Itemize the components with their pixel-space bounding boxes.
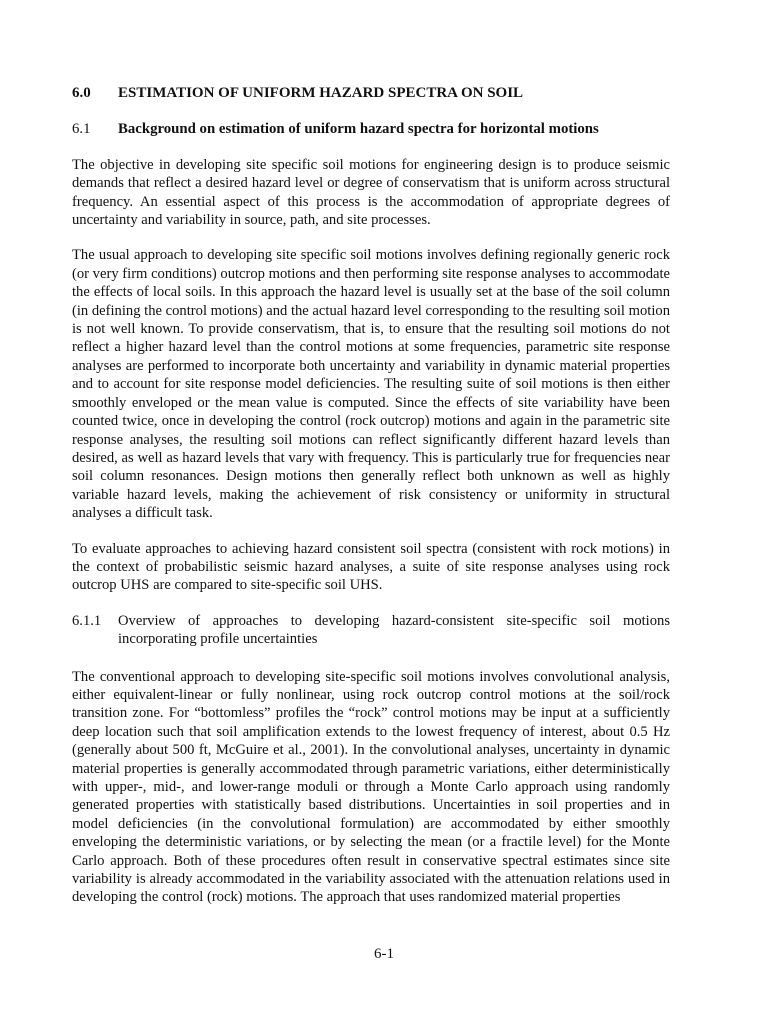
paragraph-evaluate-approaches: To evaluate approaches to achieving hazard consistent soil spectra (consistent with rock motions) in the context of probabilistic seismic hazard analyses, a suite of site response analyses using rock outcrop UHS are compared to site-specific soil UHS. (72, 540, 670, 594)
subsection-number: 6.1 (72, 121, 91, 138)
subsection-heading (72, 120, 670, 138)
subsubsection-heading (72, 612, 670, 649)
subsubsection-title: Overview of approaches to developing hazard-consistent site-specific soil motions incorporating profile uncertainties (118, 612, 670, 648)
section-title: ESTIMATION OF UNIFORM HAZARD SPECTRA ON SOIL (118, 85, 524, 101)
paragraph-conventional-approach: The conventional approach to developing site-specific soil motions involves convolutional analysis, either equivalent-linear or fully nonlinear, using rock outcrop control motions at the soil/rock transition zone. For “bottomless” profiles the “rock” control motions may be input at a sufficiently deep location such that soil amplification extends to the lowest frequency of interest, about 0.5 Hz (generally about 500 ft, McGuire et al., 2001). In the convolutional analyses, uncertainty in dynamic material properties is generally accommodated through parametric variations, either deterministically with upper-, mid-, and lower-range moduli or through a Monte Carlo approach using randomly generated properties with statistically based distributions. Uncertainties in soil properties and in model deficiencies (in the convolutional formulation) are accommodated by either smoothly enveloping the deterministic variations, or by selecting the mean (or a fractile level) for the Monte Carlo approach. Both of these procedures often result in conservative spectral estimates since site variability is already accommodated in the variability associated with the attenuation relations used in developing the control (rock) motions. The approach that uses randomized material properties (72, 668, 670, 906)
page-number: 6-1 (374, 946, 394, 962)
subsection-title: Background on estimation of uniform hazard spectra for horizontal motions (118, 121, 599, 138)
document-page (72, 84, 670, 924)
subsubsection-number: 6.1.1 (72, 612, 102, 629)
paragraph-usual-approach: The usual approach to developing site specific soil motions involves defining regionally generic rock (or very firm conditions) outcrop motions and then performing site response analyses to accommodate the effects of local soils. In this approach the hazard level is usually set at the base of the soil column (in defining the control motions) and the actual hazard level corresponding to the resulting soil motion is not well known. To provide conservatism, that is, to ensure that the resulting soil motions do not reflect a higher hazard level than the control motions at some frequencies, parametric site response analyses are performed to incorporate both uncertainty and variability in dynamic material properties and to account for site response model deficiencies. The resulting suite of soil motions is then either smoothly enveloped or the mean value is computed. Since the effects of site variability have been counted twice, once in developing the control (rock outcrop) motions and again in the parametric site response analyses, the resulting soil motions can reflect significantly different hazard levels than desired, as well as hazard levels that vary with frequency. This is particularly true for frequencies near soil column resonances. Design motions then generally reflect both unknown as well as highly variable hazard levels, making the achievement of risk consistency or uniformity in structural analyses a difficult task. (72, 247, 670, 522)
paragraph-objective: The objective in developing site specific soil motions for engineering design is to produce seismic demands that reflect a desired hazard level or degree of conservatism that is uniform across structural frequency. An essential aspect of this process is the accommodation of appropriate degrees of uncertainty and variability in source, path, and site processes. (72, 156, 670, 229)
section-heading (72, 84, 670, 102)
section-number: 6.0 (72, 85, 91, 101)
